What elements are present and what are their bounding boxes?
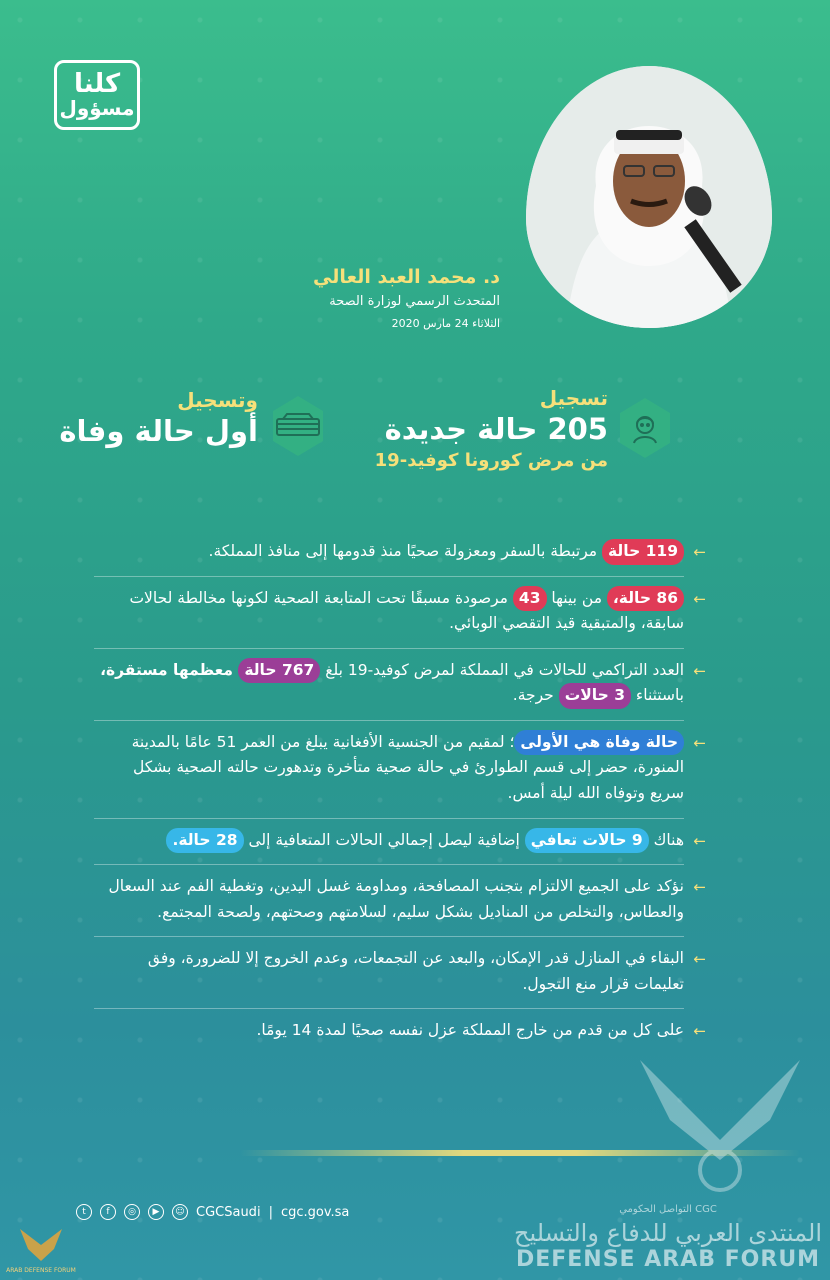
list-item bbox=[94, 865, 706, 937]
monitored-cases-badge: 43 bbox=[513, 586, 547, 612]
list-item bbox=[94, 530, 706, 577]
arrow-icon: ← bbox=[693, 543, 706, 561]
list-item bbox=[94, 819, 706, 866]
website-link[interactable]: cgc.gov.sa bbox=[280, 1204, 350, 1220]
arrow-icon: ← bbox=[693, 878, 706, 897]
item-text: العدد التراكمي للحالات في المملكة لمرض كوفيد-19 بلغ bbox=[320, 660, 684, 679]
speaker-name: د. محمد العبد العالي bbox=[313, 266, 500, 288]
twitter-icon[interactable]: t bbox=[76, 1204, 92, 1220]
item-text: إضافية ليصل إجمالي الحالات المتعافية إلى bbox=[243, 830, 525, 849]
item-text: ؛ لمقيم من الجنسية الأفغانية يبلغ من العمر 51 عامًا بالمدينة المنورة، حضر إلى قسم الطوارئ في حالة صحية متأخرة وتدهورت حالته الصحية بشكل سريع وتوفاه الله ليلة أمس. bbox=[131, 732, 684, 802]
youtube-icon[interactable]: ▶ bbox=[148, 1204, 164, 1220]
travel-cases-badge: 119 حالة bbox=[602, 539, 684, 565]
footer-separator: | bbox=[268, 1204, 273, 1220]
speaker-info bbox=[313, 266, 500, 330]
list-item bbox=[94, 577, 706, 649]
item-text: من بينها bbox=[546, 588, 607, 607]
watermark-left-logo bbox=[6, 1225, 76, 1274]
item-text: مرصودة مسبقًا تحت المتابعة الصحية لكونها مخالطة لحالات سابقة، والمتبقية قيد التقصي الوبائي. bbox=[129, 588, 684, 633]
arrow-icon: ← bbox=[693, 1022, 706, 1041]
recovered-badge: 9 حالات تعافي bbox=[525, 828, 649, 854]
arrow-icon: ← bbox=[693, 589, 706, 608]
social-handle[interactable]: CGCSaudi bbox=[196, 1204, 261, 1220]
announcements-list bbox=[94, 530, 706, 1055]
item-text: مرتبطة بالسفر ومعزولة صحيًا منذ قدومها إلى منافذ المملكة. bbox=[208, 542, 603, 560]
item-bold-text: معظمها مستقرة، bbox=[100, 660, 239, 679]
arrow-icon: ← bbox=[693, 950, 706, 969]
arrow-icon: ← bbox=[693, 733, 706, 752]
item-text: نؤكد على الجميع الالتزام بتجنب المصافحة، ومداومة غسل اليدين، وتغطية الفم عند السعال والعطاس، والتخلص من المناديل بشكل سليم، لسلامتهم وصحتهم، ولصحة المجتمع. bbox=[108, 877, 684, 921]
shield-eagle-icon bbox=[18, 1225, 64, 1265]
item-text: باستثناء bbox=[631, 686, 684, 705]
instagram-icon[interactable]: ◎ bbox=[124, 1204, 140, 1220]
watermark-arabic: المنتدى العربي للدفاع والتسليح bbox=[514, 1219, 822, 1247]
list-item bbox=[94, 649, 706, 721]
first-death-badge: حالة وفاة هي الأولى bbox=[514, 730, 684, 756]
item-text: هناك bbox=[648, 830, 684, 849]
item-text: البقاء في المنازل قدر الإمكان، والبعد عن التجمعات، وعدم الخروج إلا للضرورة، وفق تعليمات قرار منع التجول. bbox=[147, 949, 684, 993]
contact-cases-badge: 86 حالة، bbox=[607, 586, 684, 612]
new-cases-stat bbox=[375, 386, 608, 471]
logo-line2: مسؤول bbox=[59, 96, 135, 121]
watermark-cgc: التواصل الحكومي CGC bbox=[619, 1204, 717, 1215]
list-item bbox=[94, 937, 706, 1009]
new-cases-subtitle: من مرض كورونا كوفيد-19 bbox=[374, 450, 608, 471]
list-item bbox=[94, 1009, 706, 1055]
total-recovered-badge: 28 حالة. bbox=[166, 828, 243, 854]
arrow-icon: ← bbox=[693, 661, 706, 680]
snapchat-icon[interactable]: ☺ bbox=[172, 1204, 188, 1220]
watermark-english: DEFENSE ARAB FORUM bbox=[515, 1247, 821, 1272]
watermark-eagle-icon bbox=[620, 1050, 820, 1210]
death-headline: أول حالة وفاة bbox=[59, 414, 258, 448]
new-cases-label: تسجيل bbox=[539, 386, 608, 410]
item-text: على كل من قدم من خارج المملكة عزل نفسه صحيًا لمدة 14 يومًا. bbox=[256, 1021, 684, 1040]
footer-social bbox=[76, 1204, 349, 1220]
critical-cases-badge: 3 حالات bbox=[559, 683, 631, 709]
speaker-role: المتحدث الرسمي لوزارة الصحة bbox=[329, 294, 500, 309]
death-stat bbox=[59, 388, 258, 448]
item-text: حرجة. bbox=[512, 686, 559, 705]
death-label: وتسجيل bbox=[177, 388, 258, 412]
list-item bbox=[94, 721, 706, 819]
campaign-logo bbox=[54, 60, 140, 130]
new-cases-headline: 205 حالة جديدة bbox=[384, 412, 608, 446]
facebook-icon[interactable]: f bbox=[100, 1204, 116, 1220]
watermark-left-text: ARAB DEFENSE FORUM bbox=[6, 1267, 76, 1274]
watermark-brand bbox=[514, 1204, 822, 1272]
logo-line1: كلنا bbox=[73, 68, 121, 99]
report-date: الثلاثاء 24 مارس 2020 bbox=[391, 317, 500, 330]
total-cases-badge: 767 حالة bbox=[238, 658, 320, 684]
arrow-icon: ← bbox=[693, 831, 706, 850]
